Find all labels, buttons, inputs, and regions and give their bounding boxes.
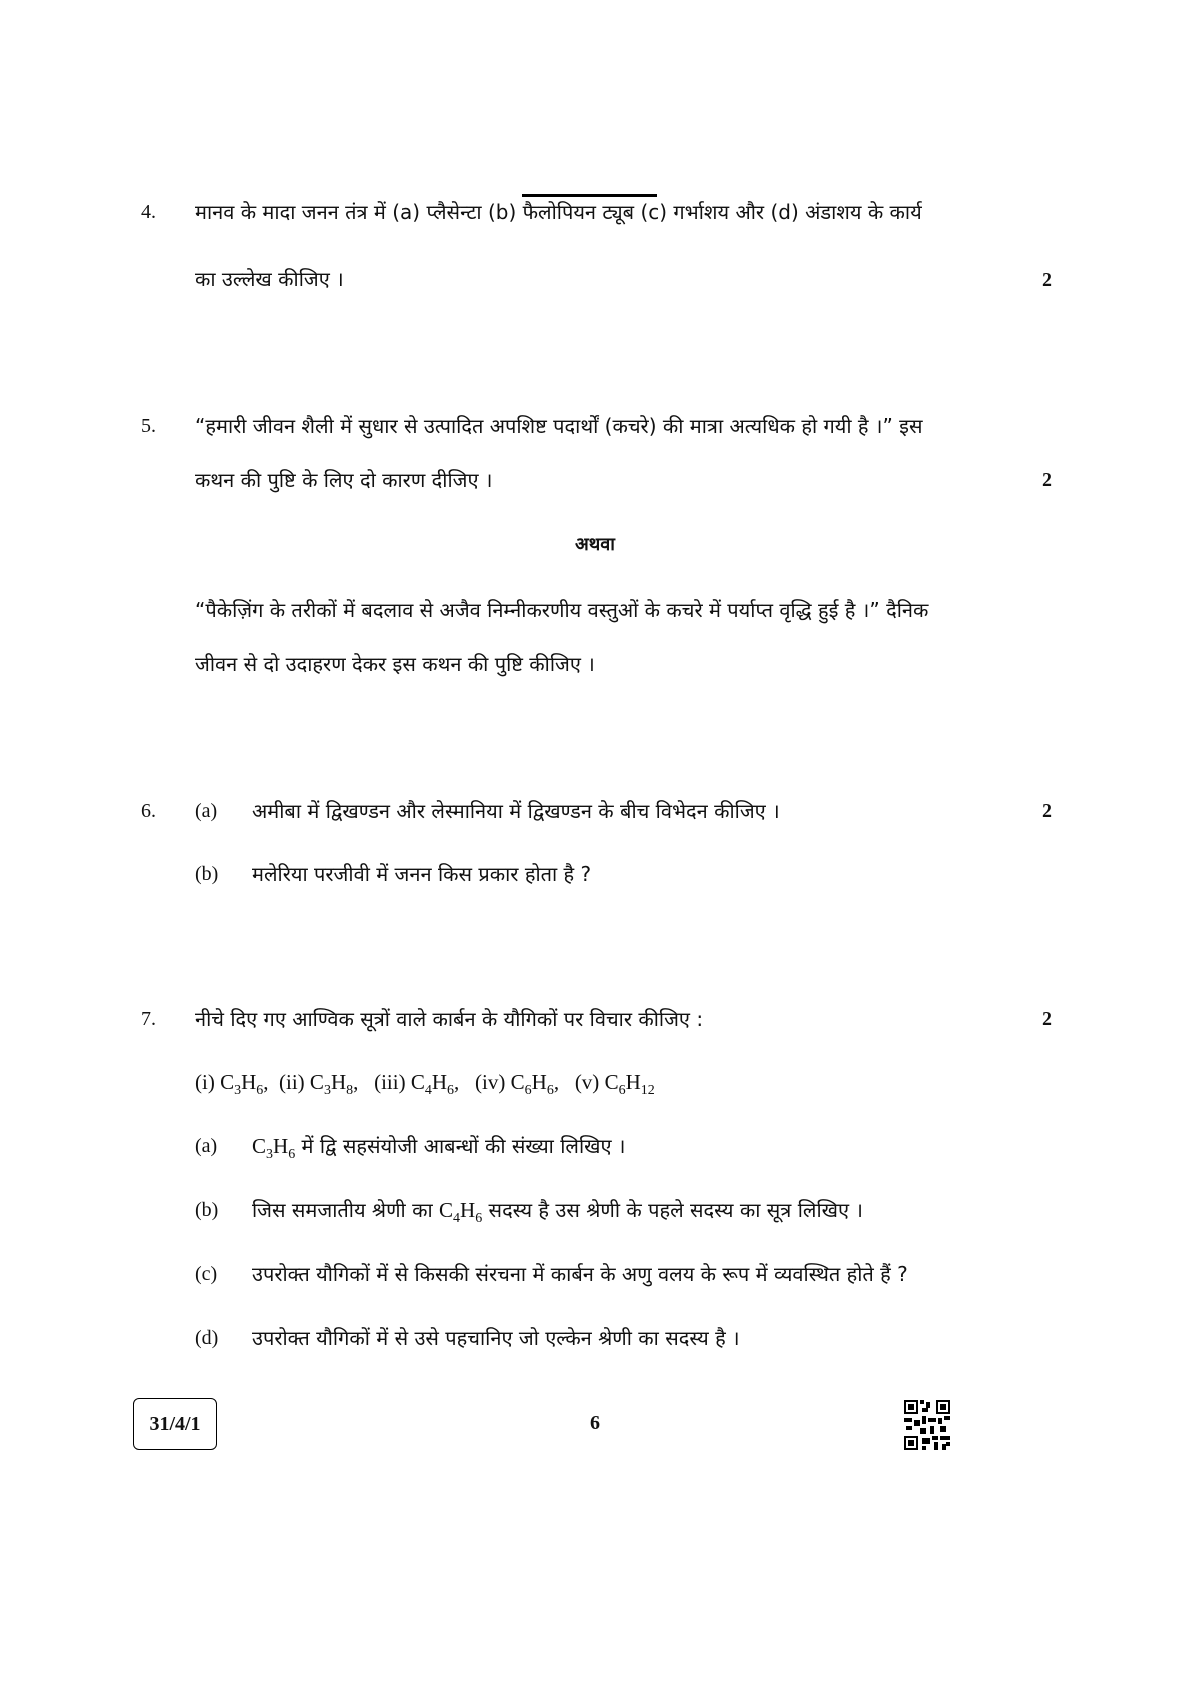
question-4-line-2: का उल्लेख कीजिए ।: [195, 267, 344, 291]
question-6-number: 6.: [141, 800, 156, 822]
paper-code: 31/4/1: [149, 1412, 201, 1435]
compound-4: (iv) $C_6H_6$,: [475, 1070, 570, 1099]
compound-3: (iii) $C_4H_6$,: [374, 1070, 470, 1099]
question-7d-label: (d): [195, 1327, 219, 1349]
question-5-number: 5.: [141, 415, 156, 437]
question-7c-label: (c): [195, 1263, 218, 1285]
or-label: अथवा: [575, 534, 615, 555]
qr-code-icon: [904, 1400, 950, 1450]
question-6a-label: (a): [195, 800, 218, 822]
compound-2: (ii) $C_3H_8$,: [279, 1070, 369, 1099]
question-5-line-1: “हमारी जीवन शैली में सुधार से उत्पादित अपशिष्ट पदार्थों (कचरे) की मात्रा अत्यधिक हो गयी है ।” इस: [195, 414, 923, 438]
question-7d-text: उपरोक्त यौगिकों में से उसे पहचानिए जो एल्केन श्रेणी का सदस्य है ।: [252, 1326, 740, 1350]
question-4-line-1: मानव के मादा जनन तंत्र में (a) प्लैसेन्टा (b) फैलोपियन ट्यूब (c) गर्भाशय और (d) अंडाशय के कार्य: [195, 200, 922, 224]
question-6a-text: अमीबा में द्विखण्डन और लेस्मानिया में द्विखण्डन के बीच विभेदन कीजिए ।: [252, 799, 780, 823]
top-separator-rule: [522, 194, 657, 197]
question-5-marks: 2: [1042, 469, 1052, 491]
question-5-or-line-2: जीवन से दो उदाहरण देकर इस कथन की पुष्टि कीजिए ।: [195, 652, 595, 676]
question-7-intro: नीचे दिए गए आण्विक सूत्रों वाले कार्बन के यौगिकों पर विचार कीजिए :: [195, 1007, 704, 1031]
formula-c4h6: $C_4H_6$: [439, 1198, 483, 1227]
question-7b-text: जिस समजातीय श्रेणी का $C_4H_6$ सदस्य है उस श्रेणी के पहले सदस्य का सूत्र लिखिए ।: [252, 1198, 863, 1227]
compound-list: [195, 1068, 655, 1105]
question-4-marks: 2: [1042, 269, 1052, 291]
question-5-or-line-1: “पैकेज़िंग के तरीकों में बदलाव से अजैव निम्नीकरणीय वस्तुओं के कचरे में पर्याप्त वृद्धि हुई है ।” दैनिक: [195, 598, 929, 622]
compound-5: (v) $C_6H_{12}$: [574, 1070, 655, 1099]
question-5-line-2: कथन की पुष्टि के लिए दो कारण दीजिए ।: [195, 468, 493, 492]
question-7c-text: उपरोक्त यौगिकों में से किसकी संरचना में कार्बन के अणु वलय के रूप में व्यवस्थित होते हैं ?: [252, 1262, 908, 1286]
page-number: 6: [590, 1412, 600, 1434]
question-7b-label: (b): [195, 1199, 219, 1221]
question-6b-label: (b): [195, 863, 219, 885]
question-7a-text: $C_3H_6$ में द्वि सहसंयोजी आबन्धों की संख्या लिखिए ।: [252, 1134, 626, 1163]
compound-1: (i) $C_3H_6$,: [195, 1070, 274, 1099]
question-7-marks: 2: [1042, 1008, 1052, 1030]
question-6b-text: मलेरिया परजीवी में जनन किस प्रकार होता है ?: [252, 862, 592, 886]
question-4-number: 4.: [141, 201, 156, 223]
question-6-marks: 2: [1042, 800, 1052, 822]
question-7a-label: (a): [195, 1135, 218, 1157]
formula-c3h6: $C_3H_6$: [252, 1134, 296, 1163]
question-7-number: 7.: [141, 1008, 156, 1030]
